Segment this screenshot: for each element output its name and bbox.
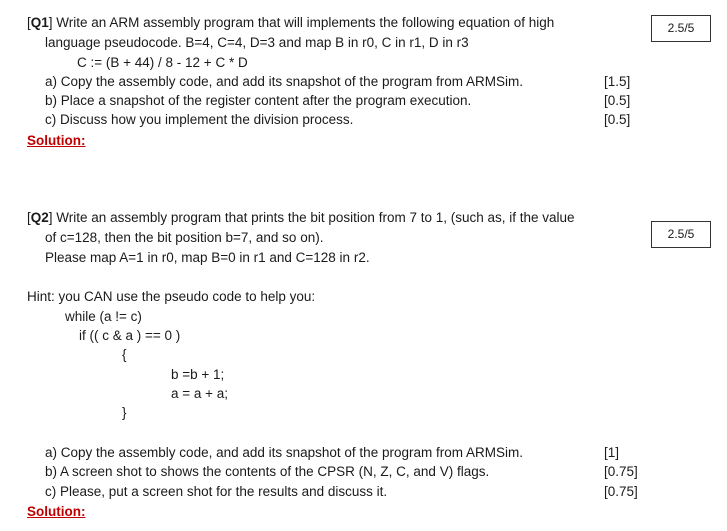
q1-line2: language pseudocode. B=4, C=4, D=3 and map B in r0, C in r1, D in r3 bbox=[45, 35, 469, 50]
q2-item-b: b) A screen shot to shows the contents of the CPSR (N, Z, C, and V) flags. bbox=[45, 464, 490, 479]
q2-points-c: [0.75] bbox=[604, 484, 638, 499]
q2-prompt: Write an assembly program that prints the bit position from 7 to 1, (such as, if the value bbox=[56, 210, 575, 225]
q2-code-if: if (( c & a ) == 0 ) bbox=[79, 328, 181, 343]
q1-prompt: Write an ARM assembly program that will implements the following equation of high bbox=[56, 15, 555, 30]
q2-score-box: 2.5/5 bbox=[651, 221, 711, 248]
q1-solution-label: Solution: bbox=[27, 133, 86, 148]
q2-line2: of c=128, then the bit position b=7, and so on). bbox=[45, 230, 324, 245]
q1-item-c: c) Discuss how you implement the division process. bbox=[45, 112, 354, 127]
q2-item-a: a) Copy the assembly code, and add its snapshot of the program from ARMSim. bbox=[45, 445, 523, 460]
q1-item-a: a) Copy the assembly code, and add its snapshot of the program from ARMSim. bbox=[45, 74, 523, 89]
q2-tag: Q2 bbox=[30, 210, 49, 225]
q2-line1: [Q2] Write an assembly program that prints the bit position from 7 to 1, (such as, if the value bbox=[27, 210, 575, 225]
q1-tag: Q1 bbox=[30, 15, 49, 30]
q2-solution-label: Solution: bbox=[27, 504, 86, 519]
q2-code-open-brace: { bbox=[122, 347, 127, 362]
q2-code-close-brace: } bbox=[122, 405, 127, 420]
q2-item-c: c) Please, put a screen shot for the results and discuss it. bbox=[45, 484, 388, 499]
q1-points-c: [0.5] bbox=[604, 112, 631, 127]
q2-points-b: [0.75] bbox=[604, 464, 638, 479]
q2-points-a: [1] bbox=[604, 445, 620, 460]
q1-item-b: b) Place a snapshot of the register content after the program execution. bbox=[45, 93, 472, 108]
q2-hint: Hint: you CAN use the pseudo code to help you: bbox=[27, 289, 316, 304]
q2-code-while: while (a != c) bbox=[65, 309, 142, 324]
q2-line3: Please map A=1 in r0, map B=0 in r1 and C=128 in r2. bbox=[45, 250, 370, 265]
q1-line1: [Q1] Write an ARM assembly program that will implements the following equation of high bbox=[27, 15, 555, 30]
q1-equation: C := (B + 44) / 8 - 12 + C * D bbox=[77, 55, 248, 70]
q2-code-a-double: a = a + a; bbox=[171, 386, 229, 401]
q1-points-b: [0.5] bbox=[604, 93, 631, 108]
q2-code-b-increment: b =b + 1; bbox=[171, 367, 225, 382]
q1-points-a: [1.5] bbox=[604, 74, 631, 89]
q1-score-box: 2.5/5 bbox=[651, 15, 711, 42]
